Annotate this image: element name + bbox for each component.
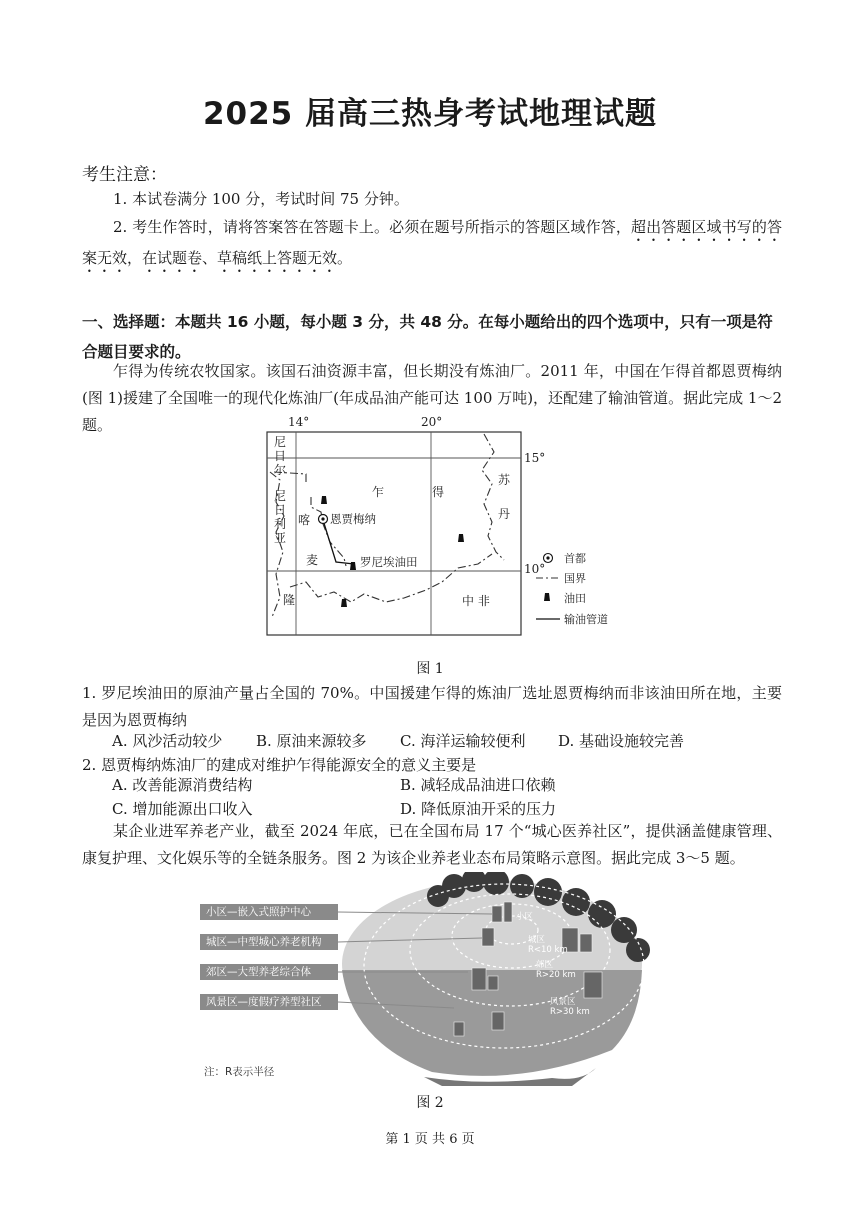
question-2-option-b: B. 减轻成品油进口依赖 <box>400 776 556 794</box>
zone-label-4: 风景区 <box>550 997 576 1007</box>
question-1-option-b: B. 原油来源较多 <box>256 732 367 750</box>
notice-heading: 考生注意： <box>82 165 167 185</box>
label-sudan-1: 苏 <box>498 473 511 487</box>
question-1-stem: 1. 罗尼埃油田的原油产量占全国的 70%。中国援建乍得的炼油厂选址恩贾梅纳而非该油田所在地，主要是因为恩贾梅纳 <box>82 684 782 729</box>
label-niger-1: 尼 <box>274 435 287 449</box>
label-nigeria-1: 尼 <box>274 489 287 503</box>
label-niger-3: 尔 <box>274 463 287 477</box>
question-2-option-c: C. 增加能源出口收入 <box>112 800 253 818</box>
question-2-stem: 2. 恩贾梅纳炼油厂的建成对维护乍得能源安全的意义主要是 <box>82 756 477 774</box>
oilfield-symbol-1 <box>321 496 327 504</box>
oilfield-symbol-2 <box>350 562 356 570</box>
label-car: 中 非 <box>462 594 490 608</box>
label-nigeria-3: 利 <box>274 517 287 531</box>
section-1-heading: 一、选择题：本题共 16 小题，每小题 3 分，共 48 分。在每小题给出的四个选项中，只有一项是符合题目要求的。 <box>82 313 773 361</box>
lon-label-20: 20° <box>421 415 443 429</box>
lat-label-15: 15° <box>524 451 546 465</box>
label-cameroon-1: 喀 <box>298 513 311 527</box>
lon-label-14: 14° <box>288 415 310 429</box>
oilfield-symbol-3 <box>341 599 347 607</box>
zone-label-3: 郊区 <box>536 960 554 970</box>
passage-1: 乍得为传统农牧国家。该国石油资源丰富，但长期没有炼油厂。2011 年，中国在乍得首都恩贾梅纳(图 1)援建了全国唯一的现代化炼油厂(年成品油产能可达 100 万吨)，还配建了输油管道。据此完成 1～2 题。 <box>82 362 782 434</box>
label-nigeria-4: 亚 <box>274 531 287 545</box>
notice-item-1: 1. 本试卷满分 100 分，考试时间 75 分钟。 <box>113 190 409 208</box>
fig2-label-neighborhood: 小区—嵌入式照护中心 <box>200 904 338 920</box>
question-2-option-a: A. 改善能源消费结构 <box>112 776 253 794</box>
legend-pipeline: 输油管道 <box>564 613 608 626</box>
question-1-option-d: D. 基础设施较完善 <box>558 732 685 750</box>
label-chad-2: 得 <box>432 485 445 499</box>
legend-oilfield-icon <box>544 593 550 601</box>
label-cameroon-2: 麦 <box>306 553 319 567</box>
label-chad-1: 乍 <box>372 485 385 499</box>
legend-oilfield: 油田 <box>564 592 586 605</box>
zone-radius-4: R>30 km <box>550 1007 590 1017</box>
zone-radius-2: R<10 km <box>528 945 568 955</box>
label-niger-2: 日 <box>274 449 287 463</box>
lat-label-10: 10° <box>524 562 546 576</box>
notice-item-2-end: 。 <box>337 249 353 267</box>
border-chad-sudan <box>482 434 504 560</box>
fig2-label-scenic: 风景区—度假疗养型社区 <box>200 994 338 1010</box>
passage-2: 某企业进军养老产业，截至 2024 年底，已在全国布局 17 个“城心医养社区”，提供涵盖健康管理、康复护理、文化娱乐等的全链条服务。图 2 为该企业养老业态布局策略示意图。据此完成 3～5 题。 <box>82 822 782 867</box>
fig2-note: 注：R表示半径 <box>204 1066 275 1078</box>
oil-pipeline <box>323 520 354 564</box>
notice-item-2-emphasis-cont: 案无效，在试题卷、草稿纸上答题无效 <box>82 249 338 267</box>
label-capital-name: 恩贾梅纳 <box>330 512 376 526</box>
map-legend <box>536 551 608 626</box>
page-footer: 第 1 页 共 6 页 <box>385 1132 475 1147</box>
figure-1-caption: 图 1 <box>416 661 444 677</box>
label-oilfield-name: 罗尼埃油田 <box>360 555 418 569</box>
legend-capital: 首都 <box>564 552 586 565</box>
notice-item-2-text: 2. 考生作答时，请将答案答在答题卡上。必须在题号所指示的答题区域作答， <box>113 218 631 236</box>
zone-radius-3: R>20 km <box>536 970 576 980</box>
zone-label-2: 城区 <box>528 935 546 945</box>
notice-item-2 <box>82 214 782 276</box>
oilfield-symbol-4 <box>458 534 464 542</box>
page-title: 2025 届高三热身考试地理试题 <box>202 96 658 132</box>
zone-label-1: 小区 <box>516 912 534 922</box>
label-sudan-2: 丹 <box>498 507 511 521</box>
legend-border: 国界 <box>564 572 586 585</box>
capital-dot <box>321 517 324 520</box>
question-1-option-a: A. 风沙活动较少 <box>112 732 223 750</box>
notice-item-2-emphasis: 超出答题区域书写的答 <box>630 218 782 236</box>
label-nigeria-2: 日 <box>274 503 287 517</box>
label-cameroon-3: 隆 <box>283 593 296 607</box>
question-2-option-d: D. 降低原油开采的压力 <box>400 800 557 818</box>
figure-1-map <box>266 412 626 638</box>
figure-2-caption: 图 2 <box>416 1095 444 1111</box>
fig2-label-suburb: 郊区—大型养老综合体 <box>200 964 338 980</box>
question-1-option-c: C. 海洋运输较便利 <box>400 732 526 750</box>
fig2-label-city: 城区—中型城心养老机构 <box>200 934 338 950</box>
